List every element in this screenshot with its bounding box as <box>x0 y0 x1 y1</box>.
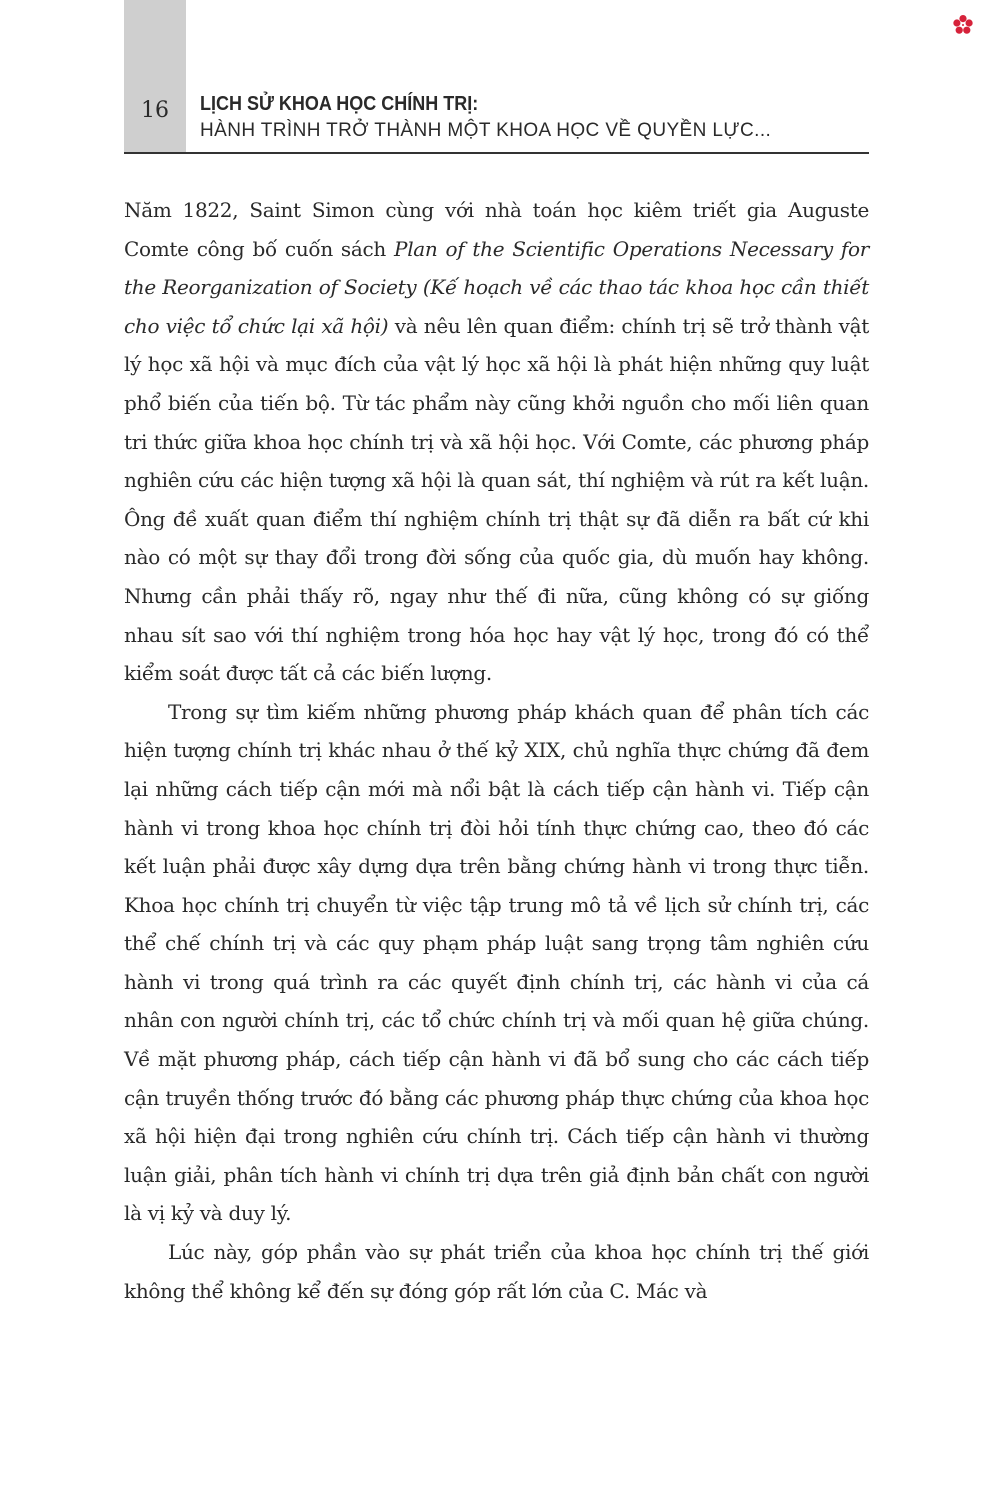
running-head-title: LỊCH SỬ KHOA HỌC CHÍNH TRỊ: <box>200 92 479 115</box>
flower-icon <box>952 14 974 36</box>
running-head <box>200 90 771 144</box>
paragraph-1 <box>124 191 869 693</box>
running-head-subtitle: HÀNH TRÌNH TRỞ THÀNH MỘT KHOA HỌC VỀ QUYỀN LỰC... <box>200 120 772 141</box>
book-title-italic: Plan of the Scientific Operations Necessary for the Reorganization of Society (Kế hoạch về các thao tác khoa học cần thiết cho việc tổ chức lại xã hội) <box>124 236 869 338</box>
paragraph-2: Trong sự tìm kiếm những phương pháp khách quan để phân tích các hiện tượng chính trị khác nhau ở thế kỷ XIX, chủ nghĩa thực chứng đã đem lại những cách tiếp cận mới mà nổi bật là cách tiếp cận hành vi. Tiếp cận hành vi trong khoa học chính trị đòi hỏi tính thực chứng cao, theo đó các kết luận phải được xây dựng dựa trên bằng chứng hành vi trong thực tiễn. Khoa học chính trị chuyển từ việc tập trung mô tả về lịch sử chính trị, các thể chế chính trị và các quy phạm pháp luật sang trọng tâm nghiên cứu hành vi trong quá trình ra các quyết định chính trị, các hành vi của cá nhân con người chính trị, các tổ chức chính trị và mối quan hệ giữa chúng. Về mặt phương pháp, cách tiếp cận hành vi đã bổ sung cho các cách tiếp cận truyền thống trước đó bằng các phương pháp thực chứng của khoa học xã hội hiện đại trong nghiên cứu chính trị. Cách tiếp cận hành vi thường luận giải, phân tích hành vi chính trị dựa trên giả định bản chất con người là vị kỷ và duy lý. <box>124 699 869 1226</box>
paragraph-1-continuation: và nêu lên quan điểm: chính trị sẽ trở thành vật lý học xã hội và mục đích của vật lý học xã hội là phát hiện những quy luật phổ biến của tiến bộ. Từ tác phẩm này cũng khởi nguồn cho mối liên quan tri thức giữa khoa học chính trị và xã hội học. Với Comte, các phương pháp nghiên cứu các hiện tượng xã hội là quan sát, thí nghiệm và rút ra kết luận. Ông đề xuất quan điểm thí nghiệm chính trị thật sự đã diễn ra bất cứ khi nào có một sự thay đổi trong đời sống của quốc gia, dù muốn hay không. Nhưng cần phải thấy rõ, ngay như thế đi nữa, cũng không có sự giống nhau sít sao với thí nghiệm trong hóa học hay vật lý học, trong đó có thể kiểm soát được tất cả các biến lượng. <box>124 313 869 686</box>
body-text <box>124 191 869 1310</box>
paragraph-1-text: Năm 1822, Saint Simon cùng với nhà toán học kiêm triết gia Auguste Comte công bố cuốn sách <box>124 198 869 261</box>
page-number: 16 <box>141 98 169 123</box>
paragraph-3: Lúc này, góp phần vào sự phát triển của khoa học chính trị thế giới không thể không kể đến sự đóng góp rất lớn của C. Mác và <box>124 1240 869 1303</box>
header-tab <box>124 0 186 152</box>
header-divider <box>124 152 869 154</box>
